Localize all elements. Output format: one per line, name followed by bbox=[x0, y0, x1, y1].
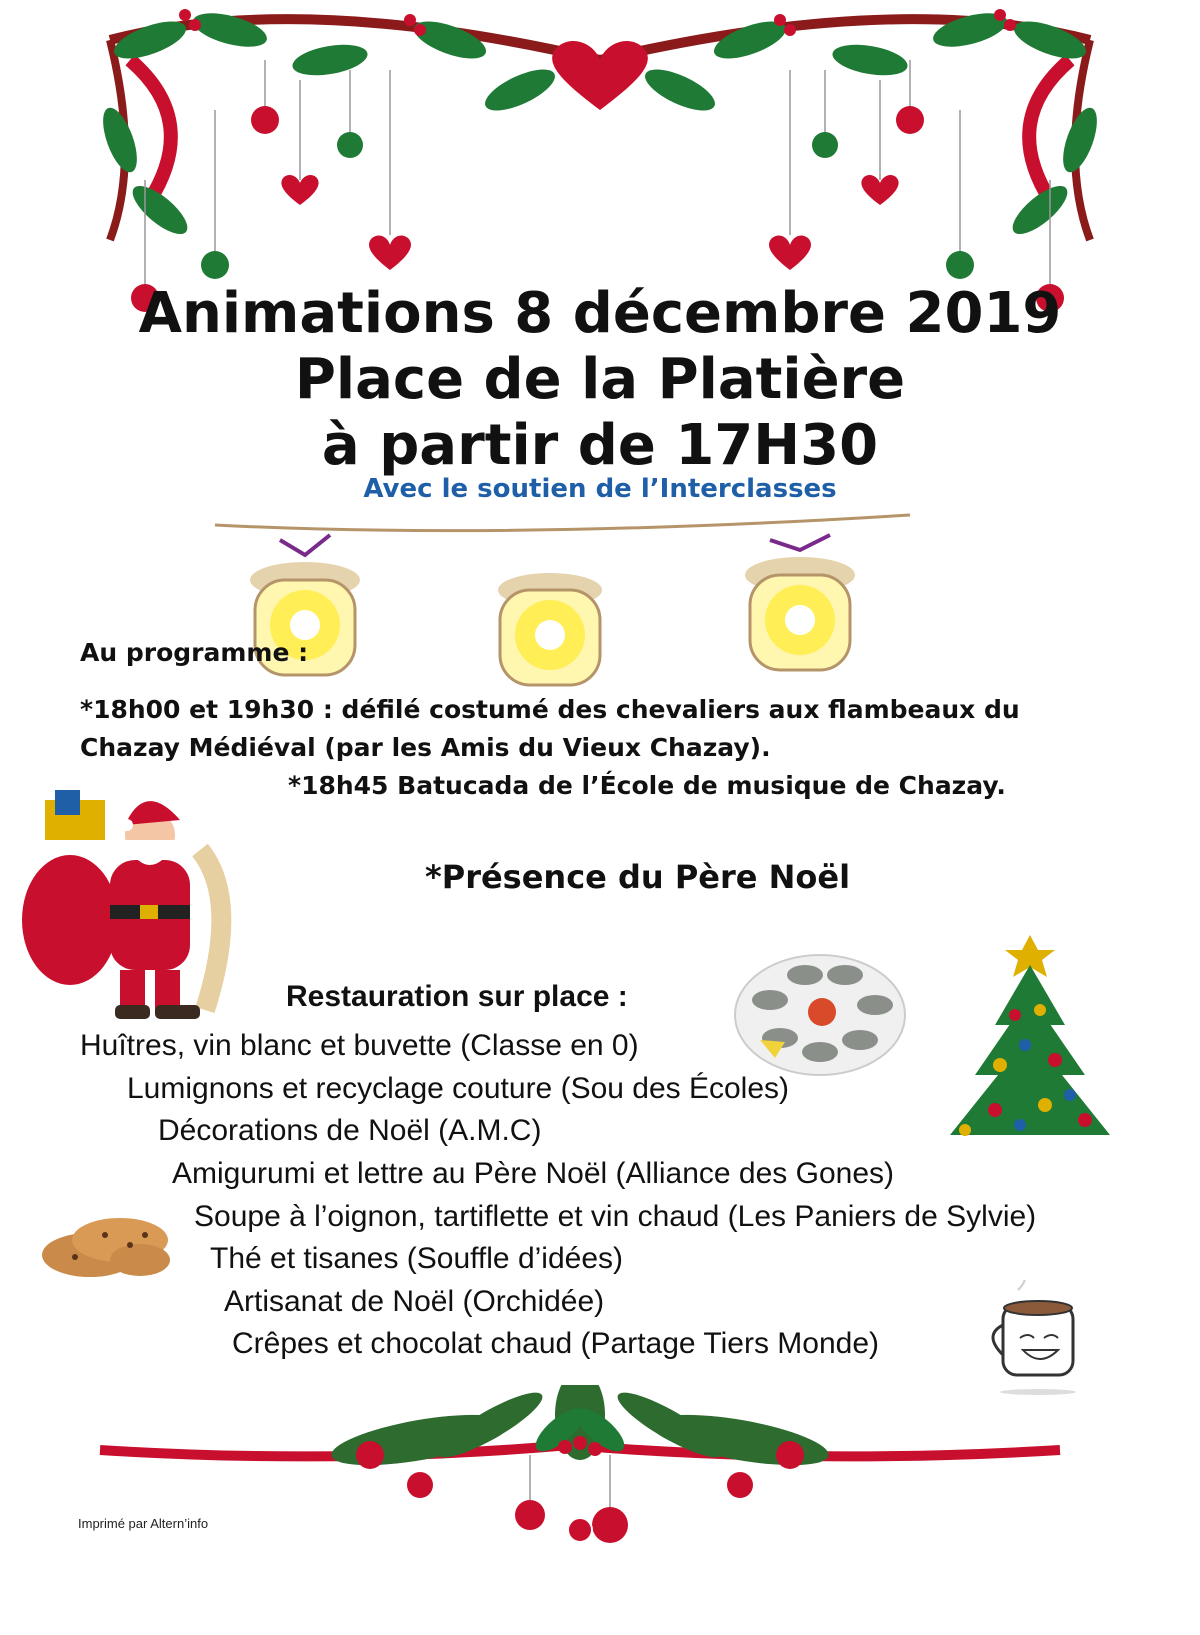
restauration-item: Thé et tisanes (Souffle d’idées) bbox=[210, 1242, 624, 1275]
restauration-item: Crêpes et chocolat chaud (Partage Tiers Monde) bbox=[232, 1327, 880, 1360]
programme-item-2: *18h45 Batucada de l’École de musique de Chazay. bbox=[288, 771, 1006, 800]
programme-item-1-line-1: *18h00 et 19h30 : défilé costumé des chevaliers aux flambeaux du bbox=[80, 695, 1020, 724]
restauration-item: Huîtres, vin blanc et buvette (Classe en 0) bbox=[80, 1029, 639, 1062]
restauration-heading: Restauration sur place : bbox=[286, 980, 628, 1013]
restauration-item: Amigurumi et lettre au Père Noël (Alliance des Gones) bbox=[172, 1157, 894, 1190]
christmas-tree-icon bbox=[935, 925, 1125, 1155]
pine-garland-icon bbox=[90, 1385, 1090, 1555]
restauration-item: Artisanat de Noël (Orchidée) bbox=[224, 1285, 605, 1318]
title-line-2: Place de la Platière bbox=[294, 347, 906, 412]
programme-item-1-line-2: Chazay Médiéval (par les Amis du Vieux Chazay). bbox=[80, 733, 771, 762]
programme-item-3: *Présence du Père Noël bbox=[425, 858, 851, 896]
footer-printer: Imprimé par Altern’info bbox=[78, 1516, 209, 1531]
restauration-item: Soupe à l’oignon, tartiflette et vin chaud (Les Paniers de Sylvie) bbox=[194, 1200, 1037, 1233]
programme-heading: Au programme : bbox=[80, 638, 309, 667]
cookies-icon bbox=[35, 1205, 175, 1285]
title-line-1: Animations 8 décembre 2019 bbox=[138, 281, 1062, 346]
restauration-item: Décorations de Noël (A.M.C) bbox=[158, 1114, 542, 1147]
holly-garland-icon bbox=[0, 0, 1200, 320]
lantern-icon bbox=[210, 510, 930, 690]
support-line: Avec le soutien de l’Interclasses bbox=[363, 474, 837, 504]
santa-claus-icon bbox=[15, 780, 245, 1030]
hot-cup-icon bbox=[978, 1280, 1088, 1400]
restauration-item: Lumignons et recyclage couture (Sou des Écoles) bbox=[127, 1072, 790, 1105]
oyster-plate-icon bbox=[730, 940, 910, 1080]
title-line-3: à partir de 17H30 bbox=[321, 413, 879, 478]
